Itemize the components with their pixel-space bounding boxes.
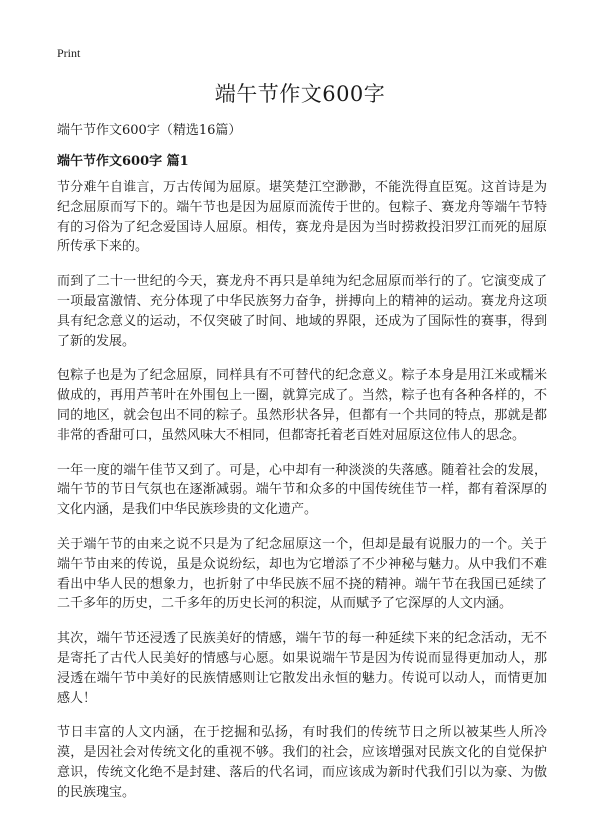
paragraph: 一年一度的端午佳节又到了。可是，心中却有一种淡淡的失落感。随着社会的发展，端午节的节日气氛也在逐渐减弱。端午节和众多的中国传统佳节一样，都有着深厚的文化内涵，是我们中华民族珍贵的文化遗产。 (57, 462, 547, 518)
paragraph: 其次，端午节还浸透了民族美好的情感，端午节的每一种延续下来的纪念活动，无不是寄托了古代人民美好的情感与心愿。如果说端午节是因为传说而显得更加动人，那浸透在端午节中美好的民族情感则让它散发出永恒的魅力。传说可以动人，而情更加感人！ (57, 631, 547, 706)
article-subtitle: 端午节作文600字（精选16篇） (57, 123, 242, 138)
paragraph: 而到了二十一世纪的今天，赛龙舟不再只是单纯为纪念屈原而举行的了。它演变成了一项最富激情、充分体现了中华民族努力奋争，拼搏向上的精神的运动。赛龙舟这项具有纪念意义的运动，不仅突破了时间、地域的界限，还成为了国际性的赛事，得到了新的发展。 (57, 274, 547, 349)
print-link[interactable]: Print (57, 46, 81, 60)
page-title: 端午节作文600字 (214, 82, 386, 106)
article-body (57, 178, 547, 818)
section-heading: 端午节作文600字 篇1 (57, 154, 189, 169)
paragraph: 包粽子也是为了纪念屈原，同样具有不可替代的纪念意义。粽子本身是用江米或糯米做成的，再用芦苇叶在外围包上一圈，就算完成了。当然，粽子也有各种各样的，不同的地区，就会包出不同的粽子。虽然形状各异，但都有一个共同的特点，那就是都非常的香甜可口，虽然风味大不相同，但都寄托着老百姓对屈原这位伟人的思念。 (57, 368, 547, 443)
paragraph: 关于端午节的由来之说不只是为了纪念屈原这一个，但却是最有说服力的一个。关于端午节由来的传说，虽是众说纷纭，却也为它增添了不少神秘与魅力。从中我们不难看出中华人民的想象力，也折射了中华民族不屈不挠的精神。端午节在我国已延续了二千多年的历史，二千多年的历史长河的积淀，从而赋予了它深厚的人文内涵。 (57, 536, 547, 612)
paragraph: 节分难午自谁言，万古传闻为屈原。堪笑楚江空渺渺，不能洗得直臣冤。这首诗是为纪念屈原而写下的。端午节也是因为屈原而流传于世的。包粽子、赛龙舟等端午节特有的习俗为了纪念爱国诗人屈原。相传，赛龙舟是因为当时捞救投汨罗江而死的屈原所传承下来的。 (57, 180, 547, 255)
paragraph: 节日丰富的人文内涵，在于挖掘和弘扬，有时我们的传统节日之所以被某些人所冷漠，是因社会对传统文化的重视不够。我们的社会，应该增强对民族文化的自觉保护意识，传统文化绝不是封建、落后的代名词，而应该成为新时代我们引以为豪、为傲的民族瑰宝。 (57, 725, 547, 800)
